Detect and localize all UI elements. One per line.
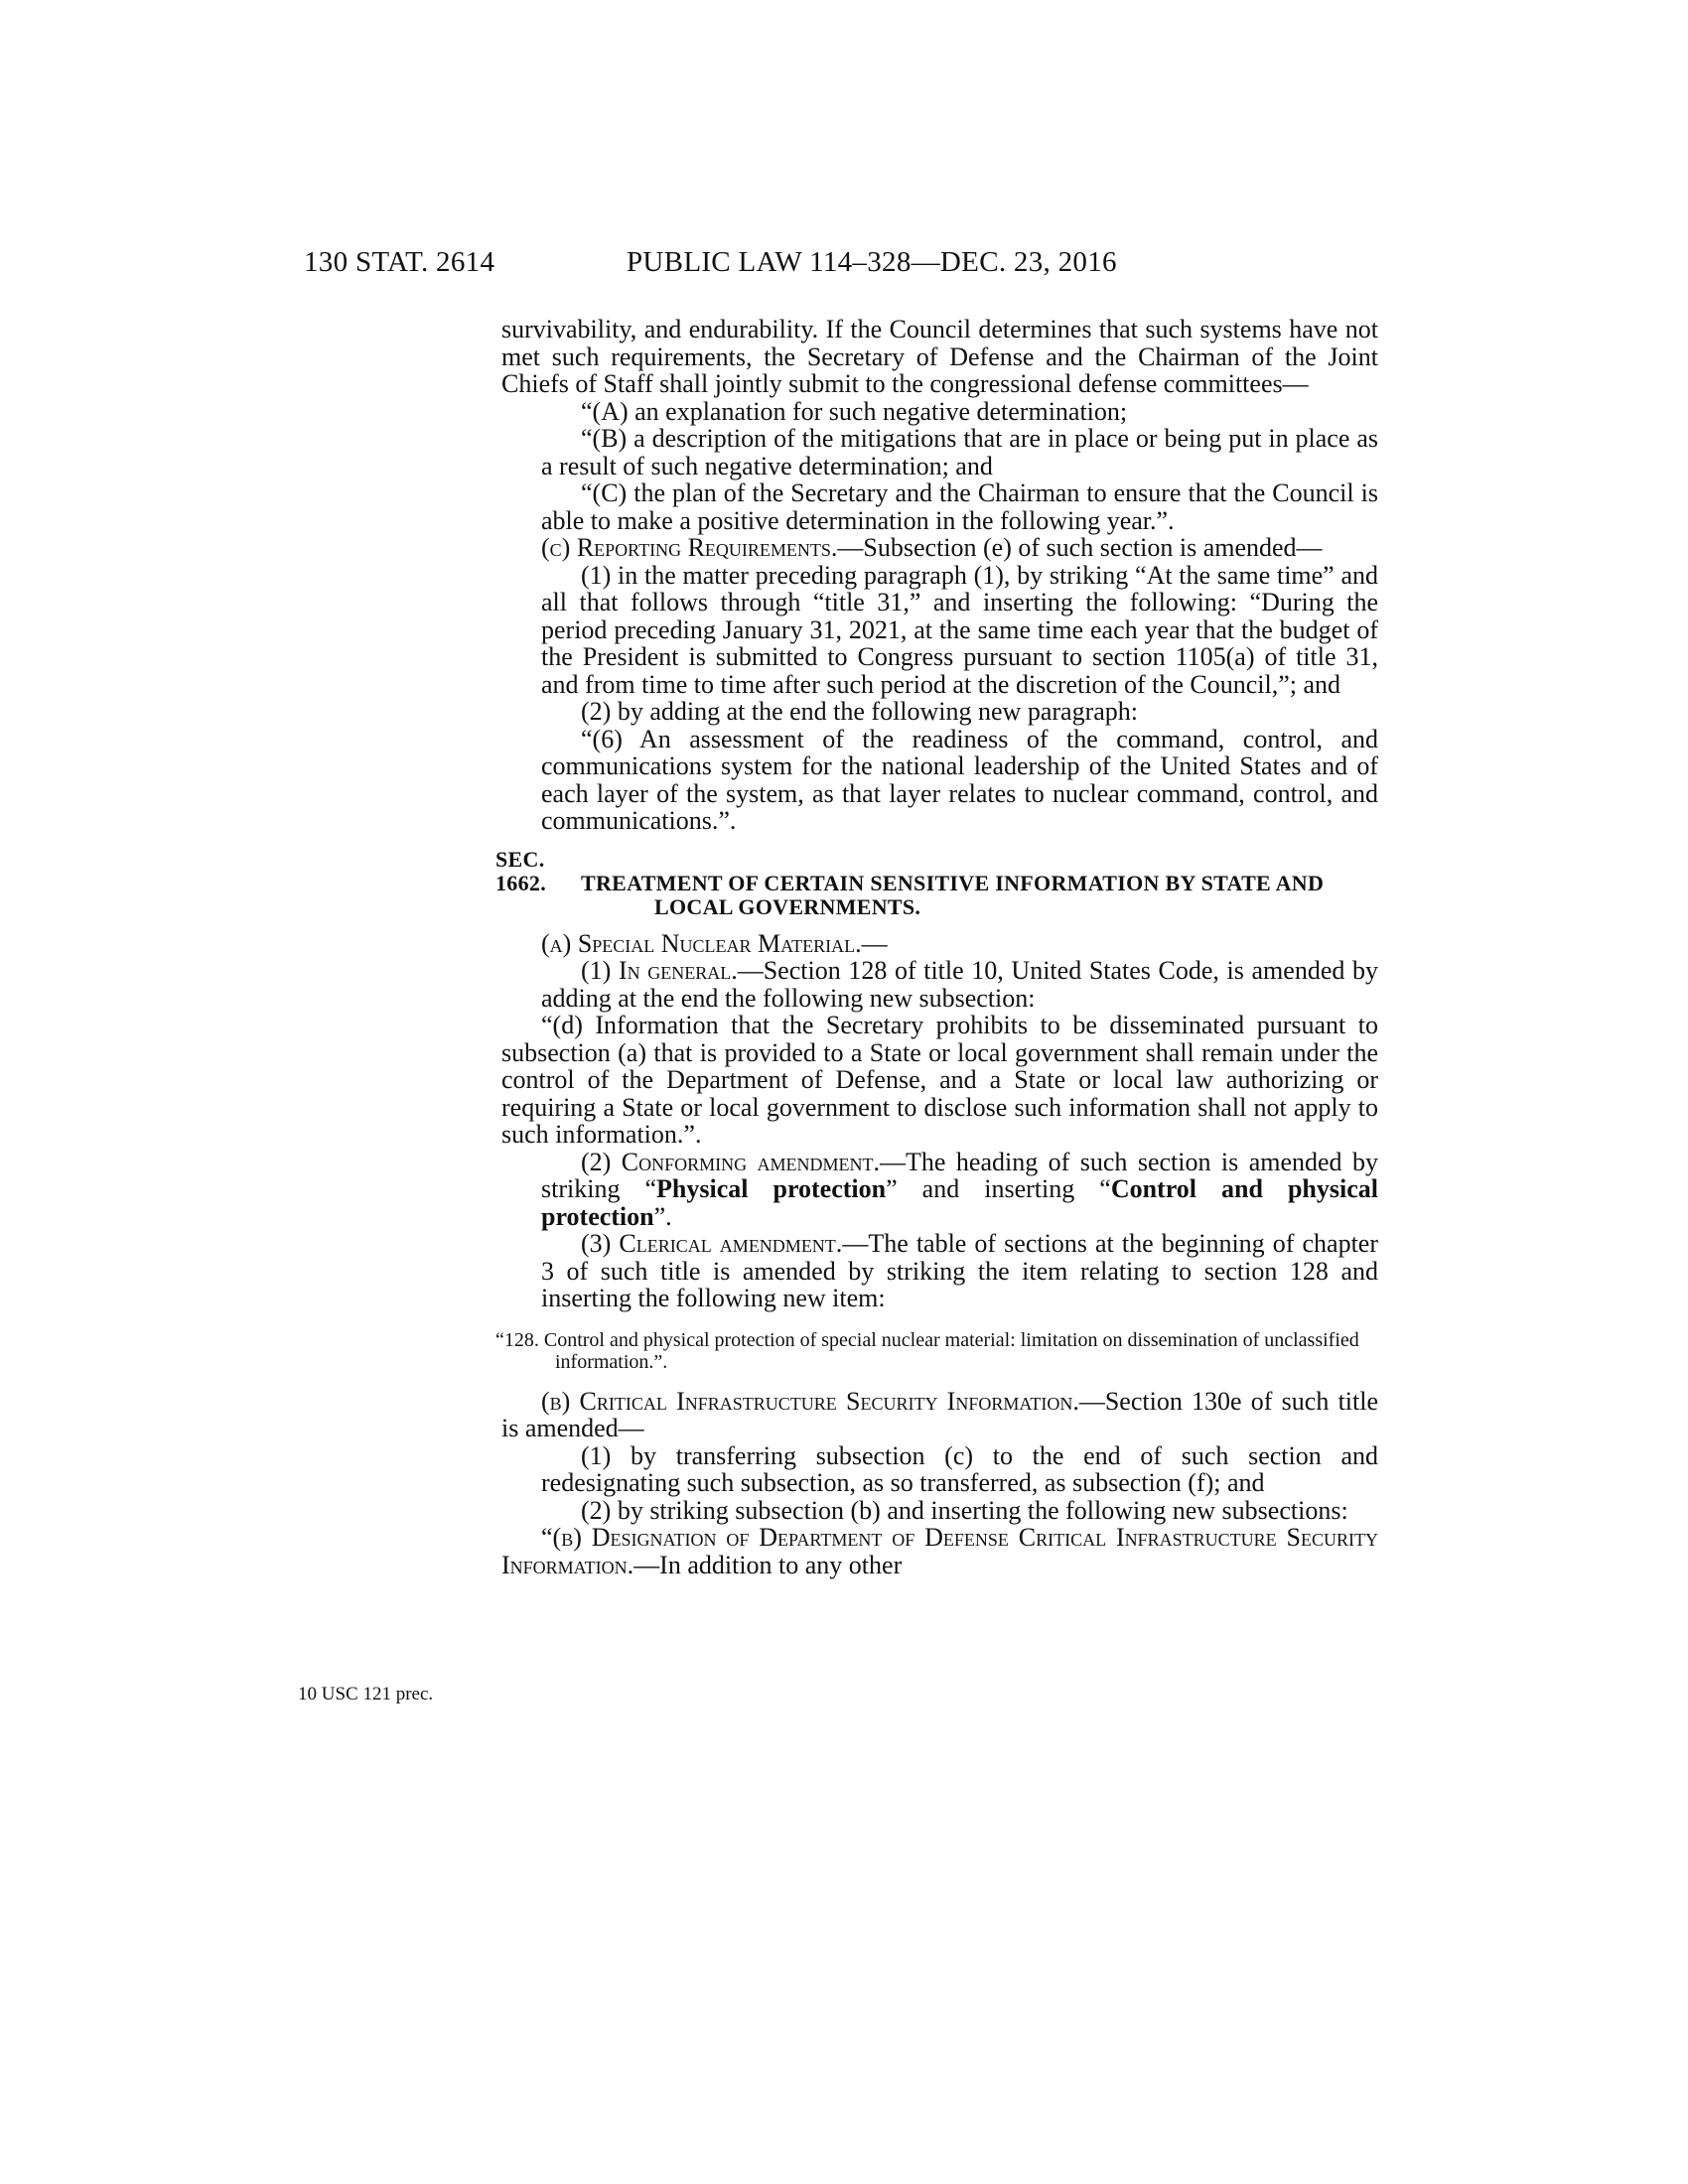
inserted-heading: Control and physical protection <box>541 1174 1378 1231</box>
table-of-sections-item: “128. Control and physical protection of special nuclear material: limitation on dissemination of unclassified information.”. <box>495 1328 1359 1373</box>
subsection-heading: “(b) Designation of Department of Defense Critical Infrastructure Security Information. <box>501 1523 1378 1579</box>
paragraph: survivability, and endurability. If the Council determines that such systems have not met such requirements, the Secretary of Defense and the Chairman of the Joint Chiefs of Staff shall jointly submit to the congressional defense committees— <box>501 315 1378 398</box>
paragraph: (2) by adding at the end the following new paragraph: <box>581 697 1138 726</box>
paragraph-heading: (3) Clerical amendment. <box>581 1229 843 1258</box>
subsection-heading: (a) Special Nuclear Material. <box>541 928 862 958</box>
paragraph: “(B) a description of the mitigations that are in place or being put in place as a result of such negative determination; and <box>541 424 1378 480</box>
running-header <box>298 246 1390 286</box>
paragraph: (2) by striking subsection (b) and inserting the following new subsections: <box>581 1495 1348 1525</box>
subsection-paragraph: (b) Critical Infrastructure Security Information.—Section 130e of such title is amended— <box>501 1386 1378 1442</box>
section-title: TREATMENT OF CERTAIN SENSITIVE INFORMATION BY STATE AND LOCAL GOVERNMENTS. <box>581 870 1325 919</box>
subsection-paragraph: (a) Special Nuclear Material.— <box>541 928 888 958</box>
subsection-heading: (b) Critical Infrastructure Security Information. <box>541 1386 1079 1416</box>
paragraph-heading: (2) Conforming amendment. <box>581 1147 881 1176</box>
main-text <box>495 315 1379 1579</box>
law-citation: PUBLIC LAW 114–328—DEC. 23, 2016 <box>627 246 1117 278</box>
paragraph: (1) In general.—Section 128 of title 10, United States Code, is amended by adding at the end the following new subsection: <box>541 956 1378 1013</box>
paragraph: “(A) an explanation for such negative determination; <box>581 396 1128 426</box>
paragraph: (2) Conforming amendment.—The heading of such section is amended by striking “Physical protection” and inserting “Control and physical protection”. <box>541 1147 1378 1231</box>
subsection-paragraph: “(b) Designation of Department of Defense Critical Infrastructure Security Information.—In addition to any other <box>501 1523 1378 1579</box>
paragraph-heading: (1) In general. <box>581 956 738 985</box>
paragraph: (1) by transferring subsection (c) to the end of such section and redesignating such subsection, as so transferred, as subsection (f); and <box>541 1440 1378 1497</box>
page-number: 130 STAT. 2614 <box>304 246 495 278</box>
section-heading <box>495 848 1378 919</box>
paragraph: “(C) the plan of the Secretary and the Chairman to ensure that the Council is able to make a positive determination in the following year.”. <box>541 478 1378 535</box>
subsection-paragraph: (c) Reporting Requirements.—Subsection (e) of such section is amended— <box>541 533 1323 562</box>
paragraph: “(d) Information that the Secretary prohibits to be disseminated pursuant to subsection (a) that is provided to a State or local government shall remain under the control of the Department of Defense, and a State or local law authorizing or requiring a State or local government to disclose such information shall not apply to such information.”. <box>501 1011 1378 1149</box>
margin-note: 10 USC 121 prec. <box>298 1684 434 1705</box>
paragraph: (3) Clerical amendment.—The table of sections at the beginning of chapter 3 of such title is amended by striking the item relating to section 128 and inserting the following new item: <box>541 1229 1379 1312</box>
subsection-heading: (c) Reporting Requirements. <box>541 533 838 562</box>
section-number: SEC. 1662. <box>495 846 546 895</box>
paragraph: “(6) An assessment of the readiness of the command, control, and communications system for the national leadership of the United States and of each layer of the system, as that layer relates to nuclear command, control, and communications.”. <box>541 724 1378 835</box>
struck-heading: Physical protection <box>656 1174 887 1203</box>
paragraph: (1) in the matter preceding paragraph (1), by striking “At the same time” and all that follows through “title 31,” and inserting the following: “During the period preceding January 31, 2021, at the same time each year that the budget of the President is submitted to Congress pursuant to section 1105(a) of title 31, and from time to time after such period at the discretion of the Council,”; and <box>541 560 1378 699</box>
